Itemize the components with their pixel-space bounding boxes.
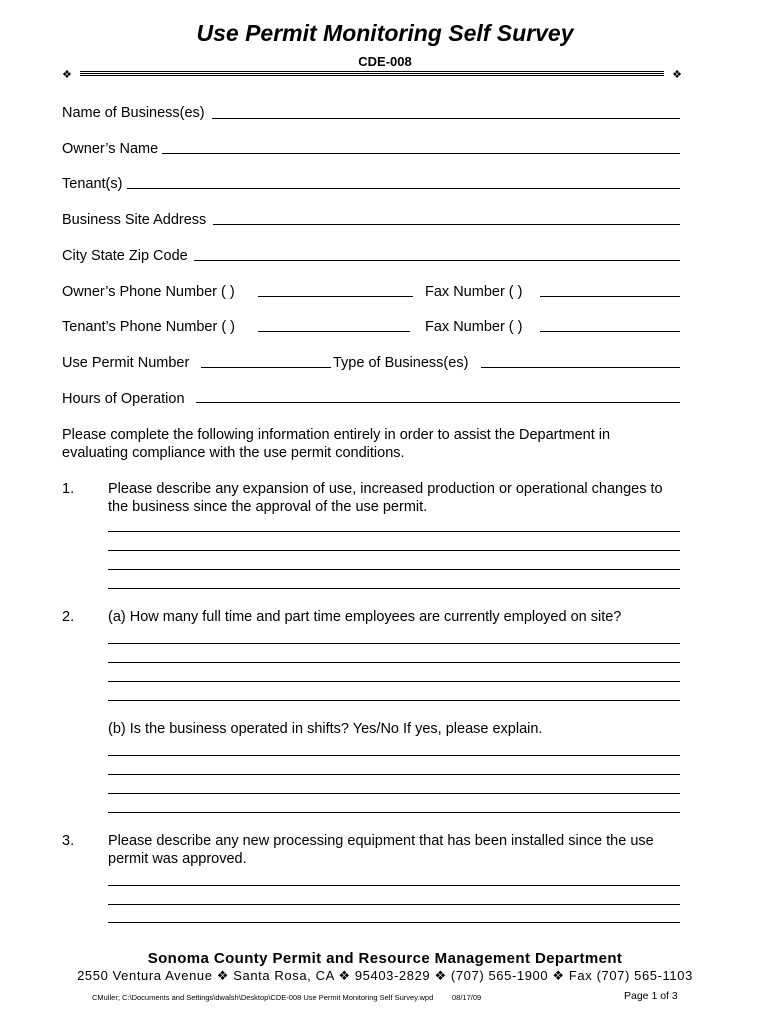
tenant-label: Tenant(s) <box>62 176 123 192</box>
site-address-label: Business Site Address <box>62 212 207 228</box>
owner-name-line[interactable] <box>162 153 680 154</box>
business-name-line[interactable] <box>212 118 680 119</box>
owner-phone-label: Owner’s Phone Number ( ) <box>62 284 235 300</box>
hours-label: Hours of Operation <box>62 391 185 407</box>
question-1-number: 1. <box>62 481 75 497</box>
tenant-fax-line[interactable] <box>540 331 680 332</box>
header-divider <box>62 66 682 84</box>
question-3-number: 3. <box>62 833 75 849</box>
use-permit-number-label: Use Permit Number <box>62 355 190 371</box>
form-title: Use Permit Monitoring Self Survey <box>196 20 574 46</box>
question-2a-text: (a) How many full time and part time employees are currently employed on site? <box>108 609 622 625</box>
answer-line[interactable] <box>108 681 680 682</box>
answer-line[interactable] <box>108 904 680 905</box>
answer-line[interactable] <box>108 774 680 775</box>
tenant-phone-label: Tenant’s Phone Number ( ) <box>62 319 236 335</box>
owner-fax-label: Fax Number ( ) <box>425 284 523 300</box>
answer-line[interactable] <box>108 569 680 570</box>
divider-rule <box>80 71 664 77</box>
answer-line[interactable] <box>108 922 680 923</box>
answer-line[interactable] <box>108 755 680 756</box>
owner-fax-line[interactable] <box>540 296 680 297</box>
instructions <box>62 426 680 462</box>
question-3-text: Please describe any new processing equipment that has been installed since the use permit was approved. <box>108 833 654 867</box>
file-path: CMuller; C:\Documents and Settings\dwalsh\Desktop\CDE-008 Use Permit Monitoring Self Survey.wpd <box>92 993 434 1002</box>
answer-line[interactable] <box>108 700 680 701</box>
owner-name-label: Owner’s Name <box>62 141 159 157</box>
city-state-zip-line[interactable] <box>194 260 680 261</box>
form-code: CDE-008 <box>358 54 412 69</box>
answer-line[interactable] <box>108 793 680 794</box>
tenant-line[interactable] <box>127 188 680 189</box>
question-2b-text: (b) Is the business operated in shifts? Yes/No If yes, please explain. <box>108 721 543 737</box>
instructions-text: Please complete the following information entirely in order to assist the Department in evaluating compliance with the use permit conditions. <box>62 427 611 461</box>
site-address-line[interactable] <box>213 224 680 225</box>
answer-line[interactable] <box>108 643 680 644</box>
file-date: 08/17/09 <box>452 993 482 1002</box>
tenant-phone-line[interactable] <box>258 331 410 332</box>
question-2-number: 2. <box>62 609 75 625</box>
question-1-text: Please describe any expansion of use, increased production or operational changes to the business since the approval of the use permit. <box>108 481 663 515</box>
department-address: 2550 Ventura Avenue ❖ Santa Rosa, CA ❖ 95403-2829 ❖ (707) 565-1900 ❖ Fax (707) 565-1103 <box>77 968 693 983</box>
use-permit-number-line[interactable] <box>201 367 331 368</box>
answer-line[interactable] <box>108 662 680 663</box>
answer-line[interactable] <box>108 812 680 813</box>
business-type-line[interactable] <box>481 367 680 368</box>
tenant-fax-label: Fax Number ( ) <box>425 319 523 335</box>
page-number: Page 1 of 3 <box>624 990 678 1002</box>
business-name-label: Name of Business(es) <box>62 105 205 121</box>
owner-phone-line[interactable] <box>258 296 413 297</box>
answer-line[interactable] <box>108 885 680 886</box>
ornament-left-icon: ❖ <box>62 69 72 81</box>
city-state-zip-label: City State Zip Code <box>62 248 188 264</box>
ornament-right-icon: ❖ <box>672 69 682 81</box>
hours-line[interactable] <box>196 402 680 403</box>
answer-line[interactable] <box>108 531 680 532</box>
business-type-label: Type of Business(es) <box>333 355 469 371</box>
answer-line[interactable] <box>108 550 680 551</box>
department-name: Sonoma County Permit and Resource Management Department <box>147 950 623 967</box>
answer-line[interactable] <box>108 588 680 589</box>
